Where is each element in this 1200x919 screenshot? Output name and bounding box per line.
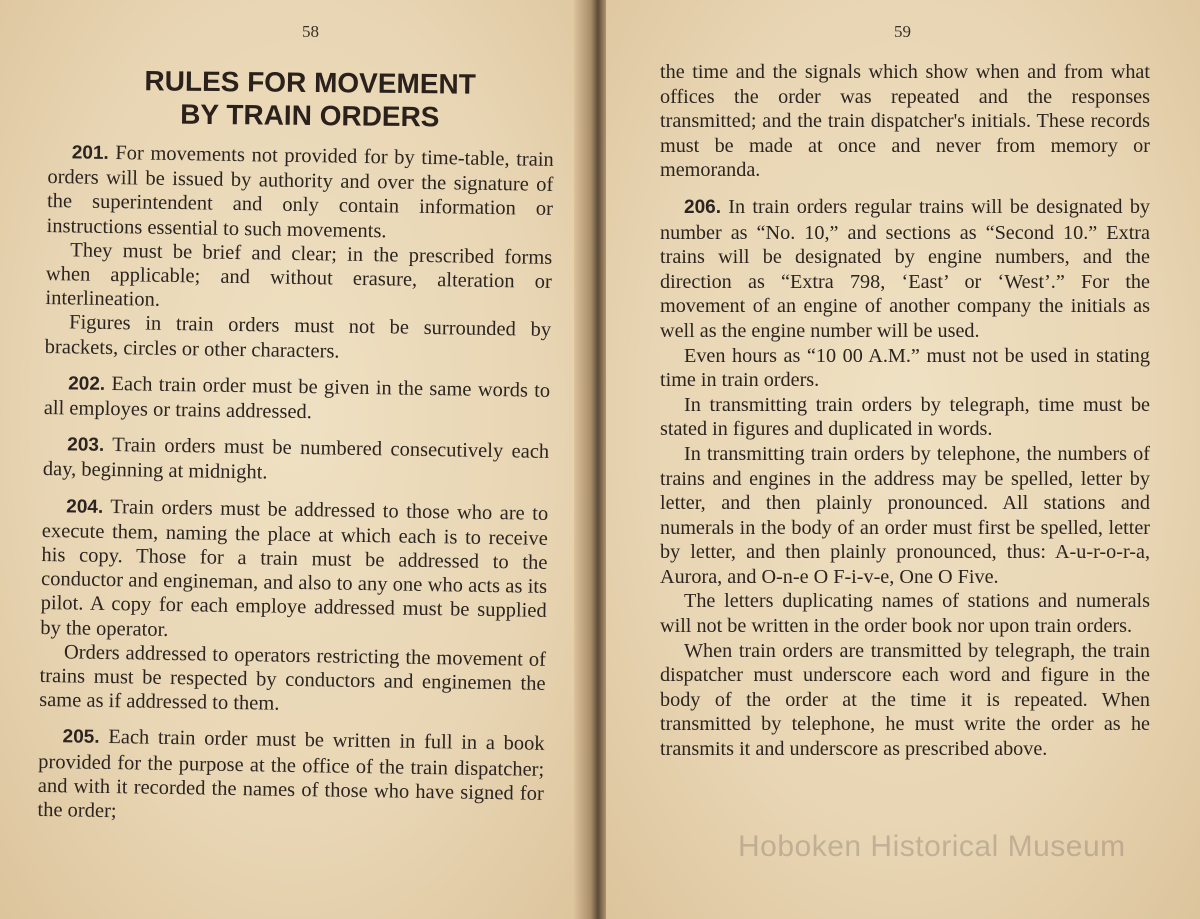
- left-column: [37, 140, 554, 830]
- rule-number: 206.: [684, 196, 721, 218]
- page-number-right: 59: [894, 22, 911, 41]
- rule-text: In train orders regular trains will be designated by number as “No. 10,” and sections as “Second 10.” Extra trains will be designated by engine numbers, and the direction as “Extra 798, ‘East’ or ‘West’.” For the movement of an engine of another company the initials as well as the engine number will be used.: [660, 195, 1151, 342]
- rule-206-para-2: Even hours as “10 00 A.M.” must not be used in stating time in train orders.: [660, 344, 1150, 392]
- page-number-left: 58: [302, 22, 319, 41]
- rule-201-para-2: They must be brief and clear; in the prescribed forms when applicable; and without erasure, alteration or interlineation.: [45, 239, 553, 311]
- rule-number: 203.: [67, 434, 105, 457]
- right-page: [606, 0, 1200, 919]
- rule-text: Each train order must be given in the same words to all employes or trains addressed.: [43, 372, 551, 424]
- rule-number: 202.: [68, 373, 106, 395]
- rule-202: [44, 371, 551, 428]
- rule-number: 204.: [66, 495, 104, 518]
- rule-206-para-4: In transmitting train orders by telephone, the numbers of trains and engines in the address may be spelled, letter by letter, and then plainly pronounced. All stations and numerals in the body of an order must first be spelled, letter by letter, and then plainly pronounced, thus: A-u-r-o-r-a, Aurora, and O-n-e O F-i-v-e, One O Five.: [660, 442, 1150, 588]
- title-line-1: RULES FOR MOVEMENT: [144, 65, 476, 100]
- rule-text: Train orders must be addressed to those who are to execute them, naming the place at which each is to receive his copy. Those for a train must be addressed to the conductor and engineman, and also to any one who acts as its pilot. A copy for each employe addressed must be supplied by the operator.: [40, 495, 549, 641]
- section-title: [60, 63, 561, 134]
- rule-201-para-1: [46, 140, 553, 246]
- rule-201-para-3: Figures in train orders must not be surrounded by brackets, circles or other characters.: [44, 311, 552, 363]
- rule-205: [37, 724, 544, 830]
- rule-204-para-2: Orders addressed to operators restricting the movement of trains must be respected by conductors and enginemen the same as if addressed to them.: [39, 641, 547, 715]
- rule-text: Train orders must be numbered consecutively each day, beginning at midnight.: [42, 434, 550, 484]
- rule-206-para-6: When train orders are transmitted by telegraph, the train dispatcher must underscore each word and figure in the body of the order at the time it is repeated. When transmitted by telephone, he must write the order as he transmits it and underscore as prescribed above.: [660, 639, 1150, 761]
- rule-number: 201.: [71, 142, 109, 164]
- rule-206-para-5: The letters duplicating names of stations and numerals will not be written in the order book nor upon train orders.: [660, 590, 1150, 638]
- rule-204-para-1: [40, 494, 548, 648]
- rule-203: [43, 432, 550, 489]
- rule-206-para-3: In transmitting train orders by telegraph, time must be stated in figures and duplicated in words.: [660, 393, 1150, 441]
- museum-watermark: Hoboken Historical Museum: [738, 830, 1126, 863]
- rule-text: Each train order must be written in full in a book provided for the purpose at the office of the train dispatcher; and with it recorded the names of those who have signed for the order;: [37, 726, 545, 823]
- right-column: [660, 60, 1150, 762]
- rule-text: For movements not provided for by time-table, train orders will be issued by authority and over the signature of the superintendent and only contain information or instructions essential to such movements.: [46, 142, 554, 242]
- rule-206-para-1: [660, 195, 1150, 344]
- rule-number: 205.: [62, 726, 100, 749]
- title-line-2: BY TRAIN ORDERS: [180, 98, 440, 133]
- left-page: [0, 0, 588, 919]
- rule-205-continuation: the time and the signals which show when and from what offices the order was repeated and the responses transmitted; and the train dispatcher's initials. These records must be made at once and never from memory or memoranda.: [660, 61, 1150, 182]
